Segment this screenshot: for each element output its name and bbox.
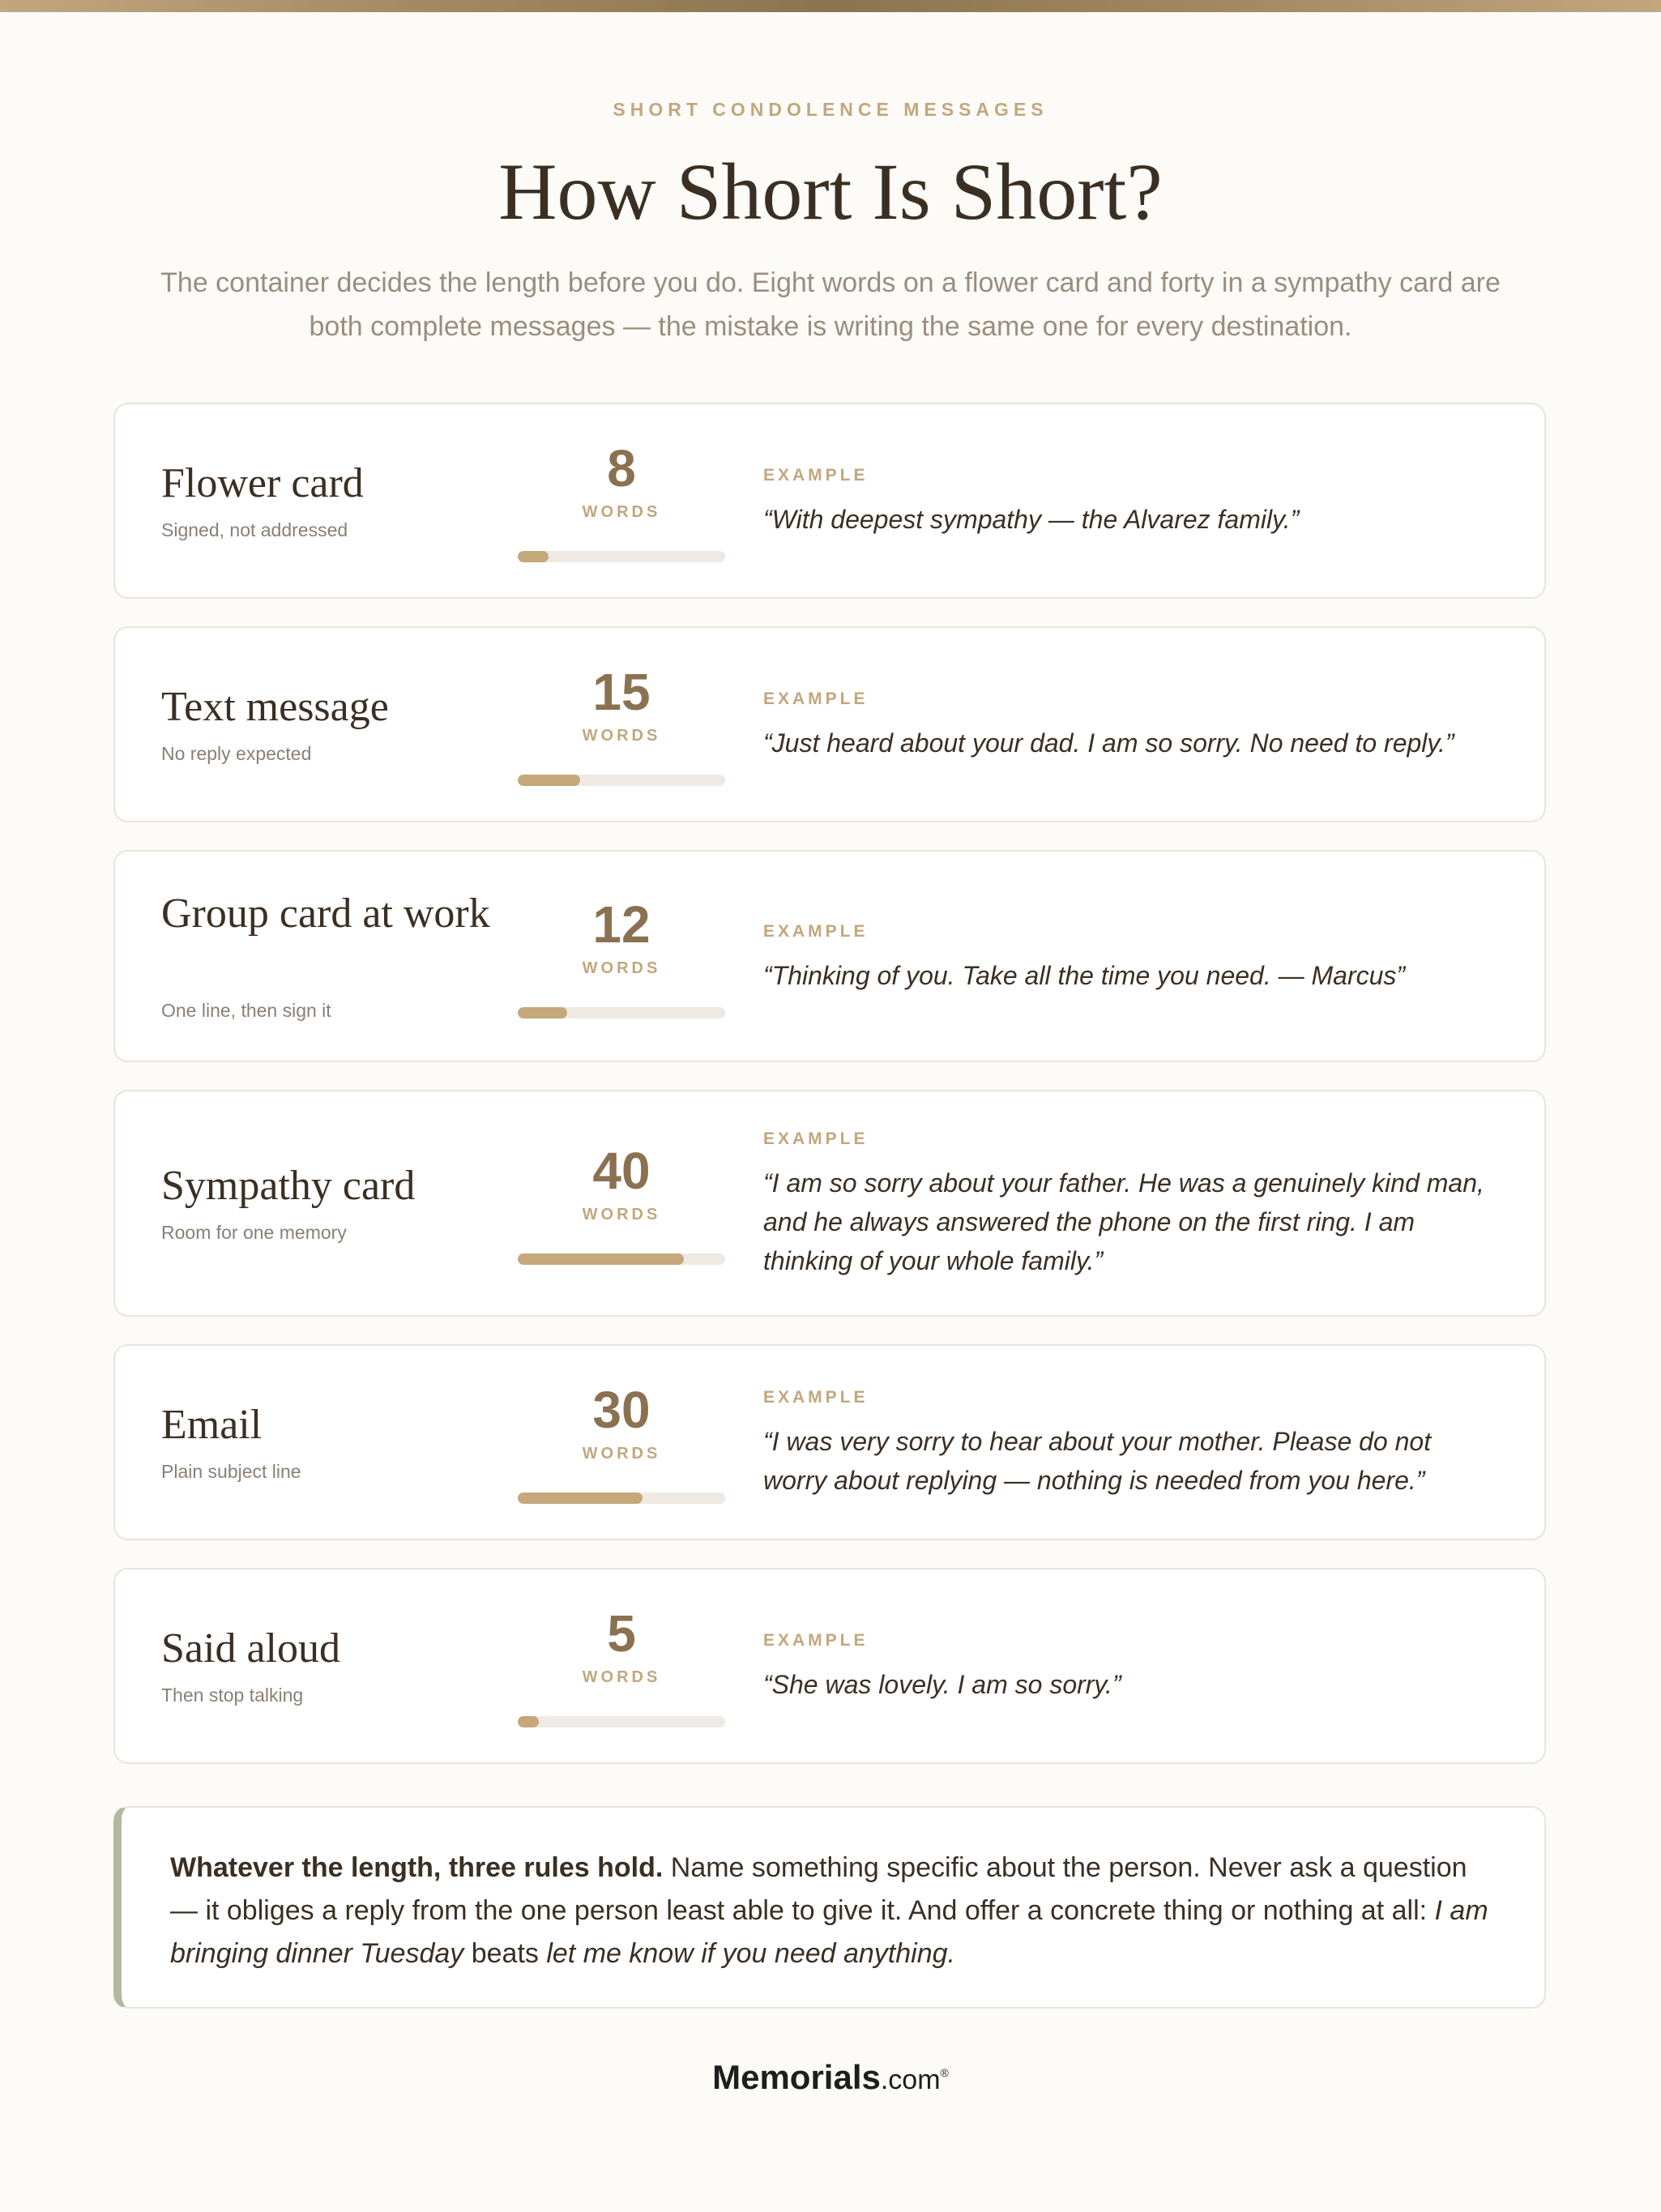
intro-paragraph: The container decides the length before you do. Eight words on a flower card and forty in a sympathy card are both complete messages — the mistake is writing the same one for every destination. bbox=[160, 267, 1501, 342]
rules-bad-example: let me know if you need anything. bbox=[546, 1938, 955, 1969]
card-subtitle: One line, then sign it bbox=[161, 1000, 331, 1021]
word-count bbox=[518, 1605, 725, 1687]
rules-good-example: I am bringing dinner Tuesday bbox=[170, 1895, 1488, 1969]
rules-lead: Whatever the length, three rules hold. bbox=[170, 1852, 664, 1883]
length-bar-fill bbox=[518, 1492, 643, 1504]
length-bar bbox=[518, 551, 725, 562]
length-bar-fill bbox=[518, 1716, 539, 1727]
word-count bbox=[518, 440, 725, 522]
example-label: EXAMPLE bbox=[763, 466, 869, 485]
length-bar-fill bbox=[518, 1007, 567, 1018]
card-group-card bbox=[113, 850, 1546, 1062]
card-subtitle: No reply expected bbox=[161, 743, 312, 764]
example-label: EXAMPLE bbox=[763, 690, 869, 708]
example-label: EXAMPLE bbox=[763, 922, 869, 941]
length-bar-fill bbox=[518, 775, 580, 786]
length-bar-fill bbox=[518, 1253, 684, 1265]
card-subtitle: Signed, not addressed bbox=[161, 519, 348, 540]
card-title: Sympathy card bbox=[161, 1163, 416, 1209]
logo-suffix: .com bbox=[880, 2065, 941, 2095]
word-count-unit: WORDS bbox=[582, 959, 661, 977]
card-title: Flower card bbox=[161, 460, 364, 506]
card-title: Group card at work bbox=[161, 890, 490, 937]
word-count-number: 15 bbox=[592, 663, 651, 721]
word-count bbox=[518, 664, 725, 745]
card-subtitle: Plain subject line bbox=[161, 1461, 301, 1482]
word-count-unit: WORDS bbox=[582, 727, 661, 745]
card-sympathy-card bbox=[113, 1090, 1546, 1317]
eyebrow-label: SHORT CONDOLENCE MESSAGES bbox=[613, 99, 1048, 120]
word-count-unit: WORDS bbox=[582, 1445, 661, 1463]
word-count-unit: WORDS bbox=[582, 503, 661, 521]
logo-mark: ® bbox=[940, 2066, 949, 2079]
length-bar bbox=[518, 1716, 725, 1727]
length-bar-fill bbox=[518, 551, 549, 562]
example-quote: “Thinking of you. Take all the time you need. — Marcus” bbox=[763, 961, 1406, 990]
page-title: How Short Is Short? bbox=[498, 147, 1163, 237]
word-count bbox=[518, 1142, 725, 1224]
card-text-message bbox=[113, 626, 1546, 822]
word-count-number: 12 bbox=[592, 895, 651, 954]
example-quote: “With deepest sympathy — the Alvarez family.” bbox=[763, 505, 1300, 534]
word-count bbox=[518, 1381, 725, 1463]
word-count-number: 30 bbox=[592, 1381, 651, 1439]
word-count-unit: WORDS bbox=[582, 1206, 661, 1223]
card-title: Said aloud bbox=[161, 1625, 340, 1672]
card-subtitle: Room for one memory bbox=[161, 1222, 347, 1243]
card-email bbox=[113, 1344, 1546, 1540]
example-quote: “She was lovely. I am so sorry.” bbox=[763, 1670, 1121, 1699]
example-quote: “I am so sorry about your father. He was a genuinely kind man, and he always answered the phone on the first ring. I am thinking of your whole family.” bbox=[763, 1168, 1484, 1275]
word-count bbox=[518, 896, 725, 978]
card-said-aloud bbox=[113, 1568, 1546, 1764]
length-bar bbox=[518, 1253, 725, 1265]
word-count-unit: WORDS bbox=[582, 1668, 661, 1686]
rules-middle: beats bbox=[463, 1938, 547, 1969]
word-count-number: 8 bbox=[607, 439, 636, 497]
word-count-number: 5 bbox=[607, 1604, 636, 1663]
card-flower-card bbox=[113, 403, 1546, 599]
example-label: EXAMPLE bbox=[763, 1129, 869, 1148]
card-title: Email bbox=[161, 1402, 263, 1448]
top-accent-bar bbox=[0, 0, 1661, 12]
example-label: EXAMPLE bbox=[763, 1631, 869, 1650]
memorials-logo bbox=[0, 2058, 1661, 2097]
card-title: Text message bbox=[161, 684, 389, 730]
length-bar bbox=[518, 1492, 725, 1504]
logo-name: Memorials bbox=[712, 2058, 881, 2096]
card-subtitle: Then stop talking bbox=[161, 1685, 304, 1706]
word-count-number: 40 bbox=[592, 1142, 651, 1200]
rules-callout bbox=[113, 1806, 1546, 2009]
example-label: EXAMPLE bbox=[763, 1388, 869, 1407]
rules-body: Name something specific about the person. Never ask a question — it obliges a reply from the one person least able to give it. And offer a concrete thing or nothing at all: bbox=[170, 1852, 1467, 1926]
length-bar bbox=[518, 775, 725, 786]
example-quote: “I was very sorry to hear about your mother. Please do not worry about replying — nothing is needed from you here.” bbox=[763, 1427, 1432, 1495]
example-quote: “Just heard about your dad. I am so sorry. No need to reply.” bbox=[763, 728, 1454, 758]
length-bar bbox=[518, 1007, 725, 1018]
